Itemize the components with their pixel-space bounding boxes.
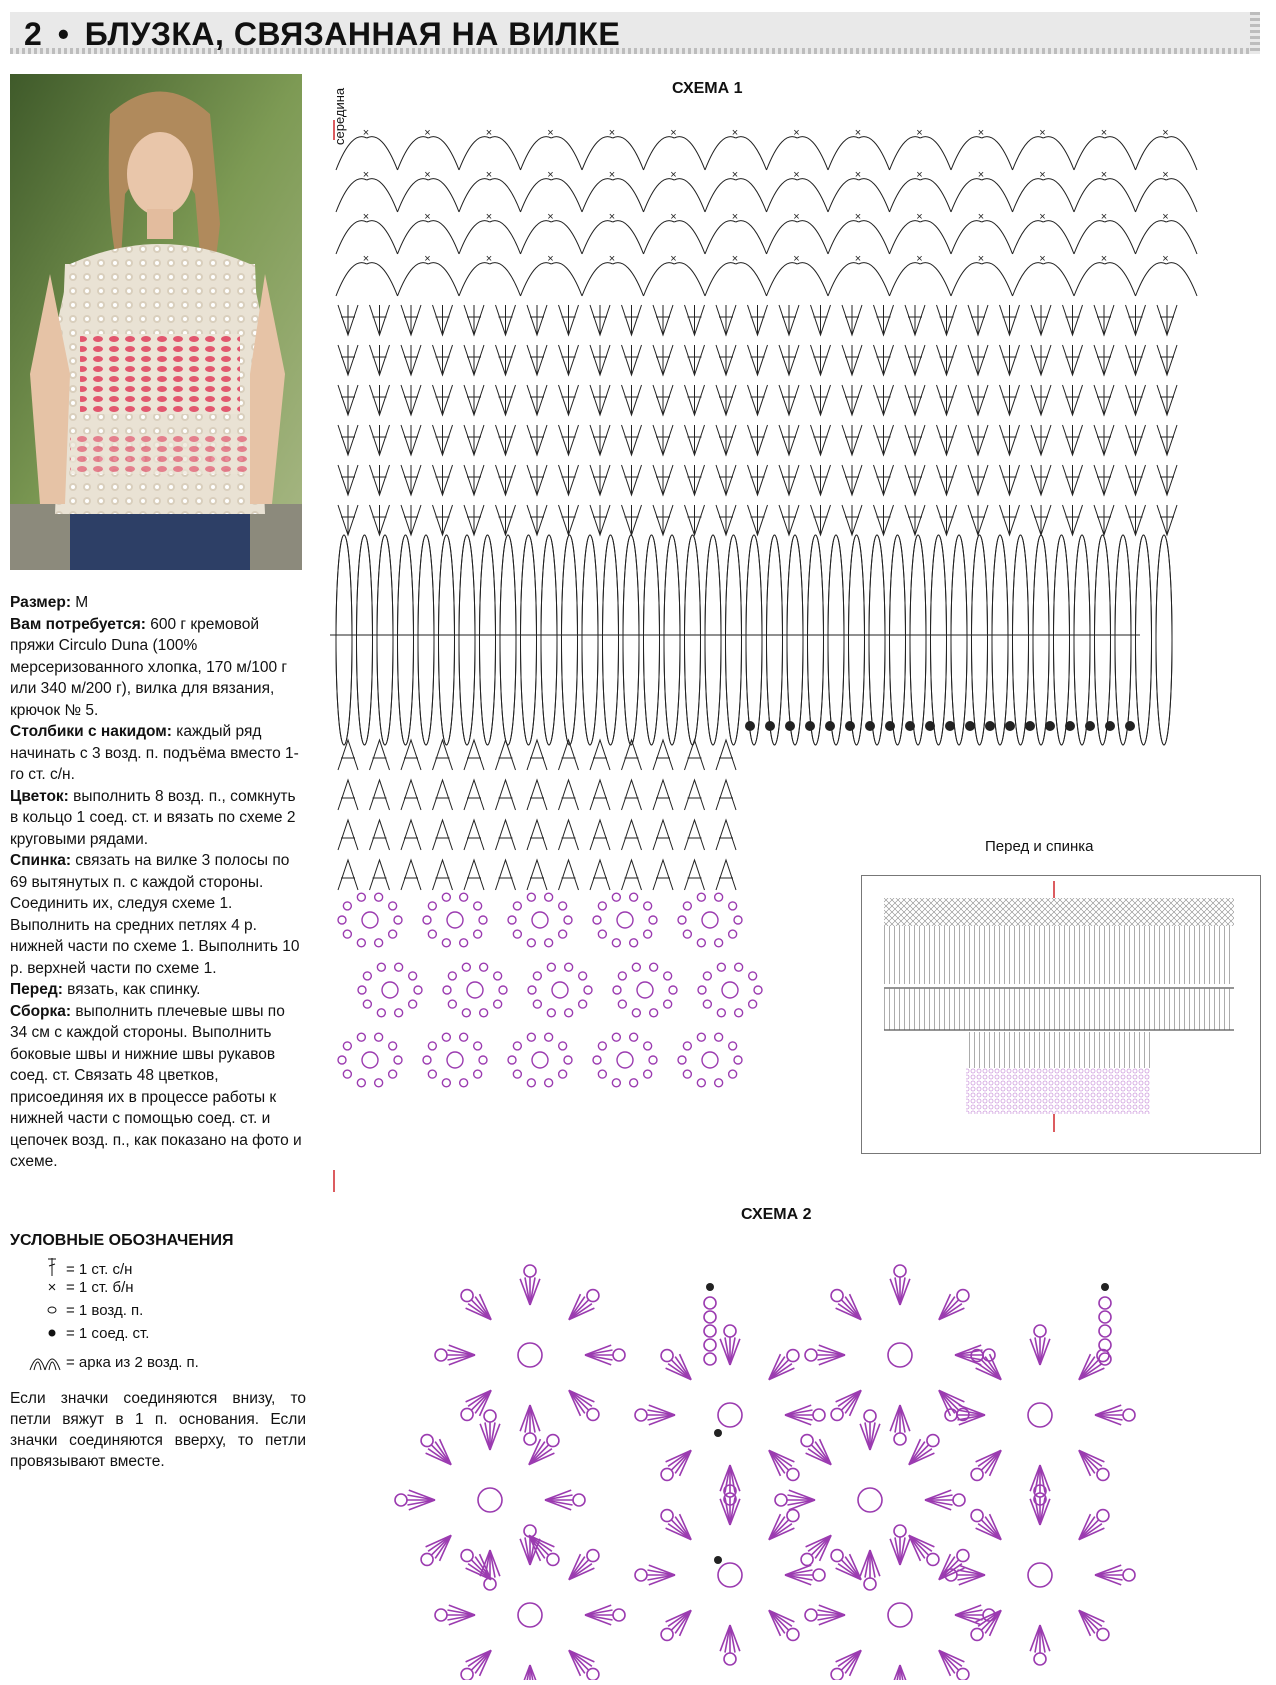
title-text: БЛУЗКА, СВЯЗАННАЯ НА ВИЛКЕ — [84, 16, 621, 52]
svg-text:×: × — [547, 211, 554, 223]
svg-text:×: × — [1162, 253, 1169, 265]
svg-text:×: × — [793, 169, 800, 181]
schema2-title: СХЕМА 2 — [741, 1206, 812, 1223]
legend-item-arch: = арка из 2 возд. п. — [28, 1348, 199, 1376]
svg-text:×: × — [608, 169, 616, 181]
instruction-dc: Столбики с накидом: каждый ряд начинать с 3 возд. п. подъёма вместо 1-го ст. с/н. — [10, 723, 299, 783]
svg-text:×: × — [608, 127, 616, 139]
svg-text:×: × — [1039, 211, 1046, 223]
svg-text:×: × — [1100, 169, 1108, 181]
svg-text:×: × — [977, 253, 985, 265]
legend-title: УСЛОВНЫЕ ОБОЗНАЧЕНИЯ — [10, 1232, 234, 1249]
svg-text:×: × — [793, 211, 800, 223]
svg-text:×: × — [854, 127, 862, 139]
legend-item-sc: × = 1 ст. б/н — [42, 1279, 134, 1296]
svg-text:×: × — [424, 127, 431, 139]
legend-item-dc: = 1 ст. с/н — [42, 1256, 132, 1282]
svg-text:×: × — [916, 127, 923, 139]
svg-text:×: × — [731, 253, 739, 265]
svg-text:×: × — [793, 127, 800, 139]
legend-item-slst: = 1 соед. ст. — [42, 1325, 149, 1342]
svg-text:×: × — [670, 253, 677, 265]
svg-text:×: × — [485, 169, 493, 181]
svg-text:×: × — [854, 211, 862, 223]
model-photo — [10, 74, 302, 570]
schema1-title: СХЕМА 1 — [672, 80, 743, 97]
instructions — [10, 592, 304, 1173]
mini-diagram — [861, 875, 1261, 1154]
model-photo-image — [10, 74, 302, 570]
svg-text:×: × — [424, 169, 431, 181]
svg-text:×: × — [362, 169, 370, 181]
ch-icon — [42, 1302, 62, 1319]
svg-text:×: × — [362, 211, 370, 223]
svg-text:×: × — [547, 169, 554, 181]
schema1-marks — [330, 127, 1197, 890]
legend-note: Если значки соединяются внизу, то петли вяжут в 1 п. основания. Если значки соединяются вверху, то петли провязывают вместе. — [10, 1390, 306, 1470]
page-number: 2 — [24, 16, 43, 52]
middle-label: середина — [332, 87, 347, 145]
svg-text:×: × — [608, 211, 616, 223]
svg-text:×: × — [731, 211, 739, 223]
instruction-flower: Цветок: выполнить 8 возд. п., сомкнуть в кольцо 1 соед. ст. и вязать по схеме 2 круговыми рядами. — [10, 787, 296, 848]
svg-text:×: × — [1162, 127, 1169, 139]
legend-item-ch: = 1 возд. п. — [42, 1302, 143, 1319]
svg-text:×: × — [670, 169, 677, 181]
svg-text:×: × — [362, 253, 370, 265]
svg-text:×: × — [670, 211, 677, 223]
instruction-size: Размер: М — [10, 594, 89, 611]
svg-text:×: × — [485, 127, 493, 139]
svg-text:×: × — [362, 127, 370, 139]
svg-text:×: × — [547, 253, 554, 265]
svg-text:×: × — [547, 127, 554, 139]
svg-text:×: × — [793, 253, 800, 265]
svg-text:×: × — [731, 127, 739, 139]
instruction-materials: Вам потребуется: 600 г кремовой пряжи Circulo Duna (100% мерсеризованного хлопка, 170 м/100 г или 340 м/200 г), вилка для вязания, крючок № 5. — [10, 615, 288, 719]
svg-text:×: × — [731, 169, 739, 181]
svg-text:×: × — [1100, 253, 1108, 265]
arch-icon — [28, 1348, 62, 1376]
title-bullet: • — [57, 16, 70, 52]
svg-text:×: × — [977, 211, 985, 223]
svg-text:×: × — [608, 253, 616, 265]
svg-text:×: × — [485, 253, 493, 265]
instruction-front: Перед: вязать, как спинку. — [10, 981, 201, 998]
svg-text:×: × — [1162, 169, 1169, 181]
svg-text:×: × — [1039, 253, 1046, 265]
svg-text:×: × — [977, 127, 985, 139]
svg-text:×: × — [1039, 169, 1046, 181]
svg-text:×: × — [485, 211, 493, 223]
svg-text:×: × — [424, 253, 431, 265]
svg-text:×: × — [1100, 211, 1108, 223]
svg-text:×: × — [1162, 211, 1169, 223]
mini-diagram-label: Перед и спинка — [985, 838, 1094, 855]
slst-icon — [42, 1325, 62, 1342]
instruction-back: Спинка: связать на вилке 3 полосы по 69 вытянутых п. с каждой стороны. Соединить их, следуя схеме 1. Выполнить на средних петлях 4 р. нижней части по схеме 1. Выполнить 10 р. верхней части по схеме 1. — [10, 852, 300, 977]
mini-diagram-image — [862, 876, 1260, 1153]
page-title — [24, 16, 620, 53]
svg-text:×: × — [854, 253, 862, 265]
schema1-flower-band — [338, 893, 762, 1087]
title-bar-stripes-right — [1250, 12, 1260, 54]
instruction-assembly: Сборка: выполнить плечевые швы по 34 см с каждой стороны. Выполнить боковые швы и нижние швы рукавов соед. ст. Связать 48 цветков, присоединяя их в процессе работы к нижней части с помощью соед. ст. и цепочек возд. п., как показано на фото и схеме. — [10, 1002, 302, 1170]
svg-text:×: × — [1100, 127, 1108, 139]
svg-text:×: × — [424, 211, 431, 223]
svg-text:×: × — [916, 169, 923, 181]
schema2-marks — [395, 1265, 1135, 1680]
svg-text:×: × — [854, 169, 862, 181]
svg-text:×: × — [1039, 127, 1046, 139]
svg-text:×: × — [916, 253, 923, 265]
svg-text:×: × — [670, 127, 677, 139]
schema2-chart — [340, 1255, 1240, 1680]
svg-text:×: × — [916, 211, 923, 223]
sc-icon: × — [47, 1279, 57, 1296]
svg-text:×: × — [977, 169, 985, 181]
